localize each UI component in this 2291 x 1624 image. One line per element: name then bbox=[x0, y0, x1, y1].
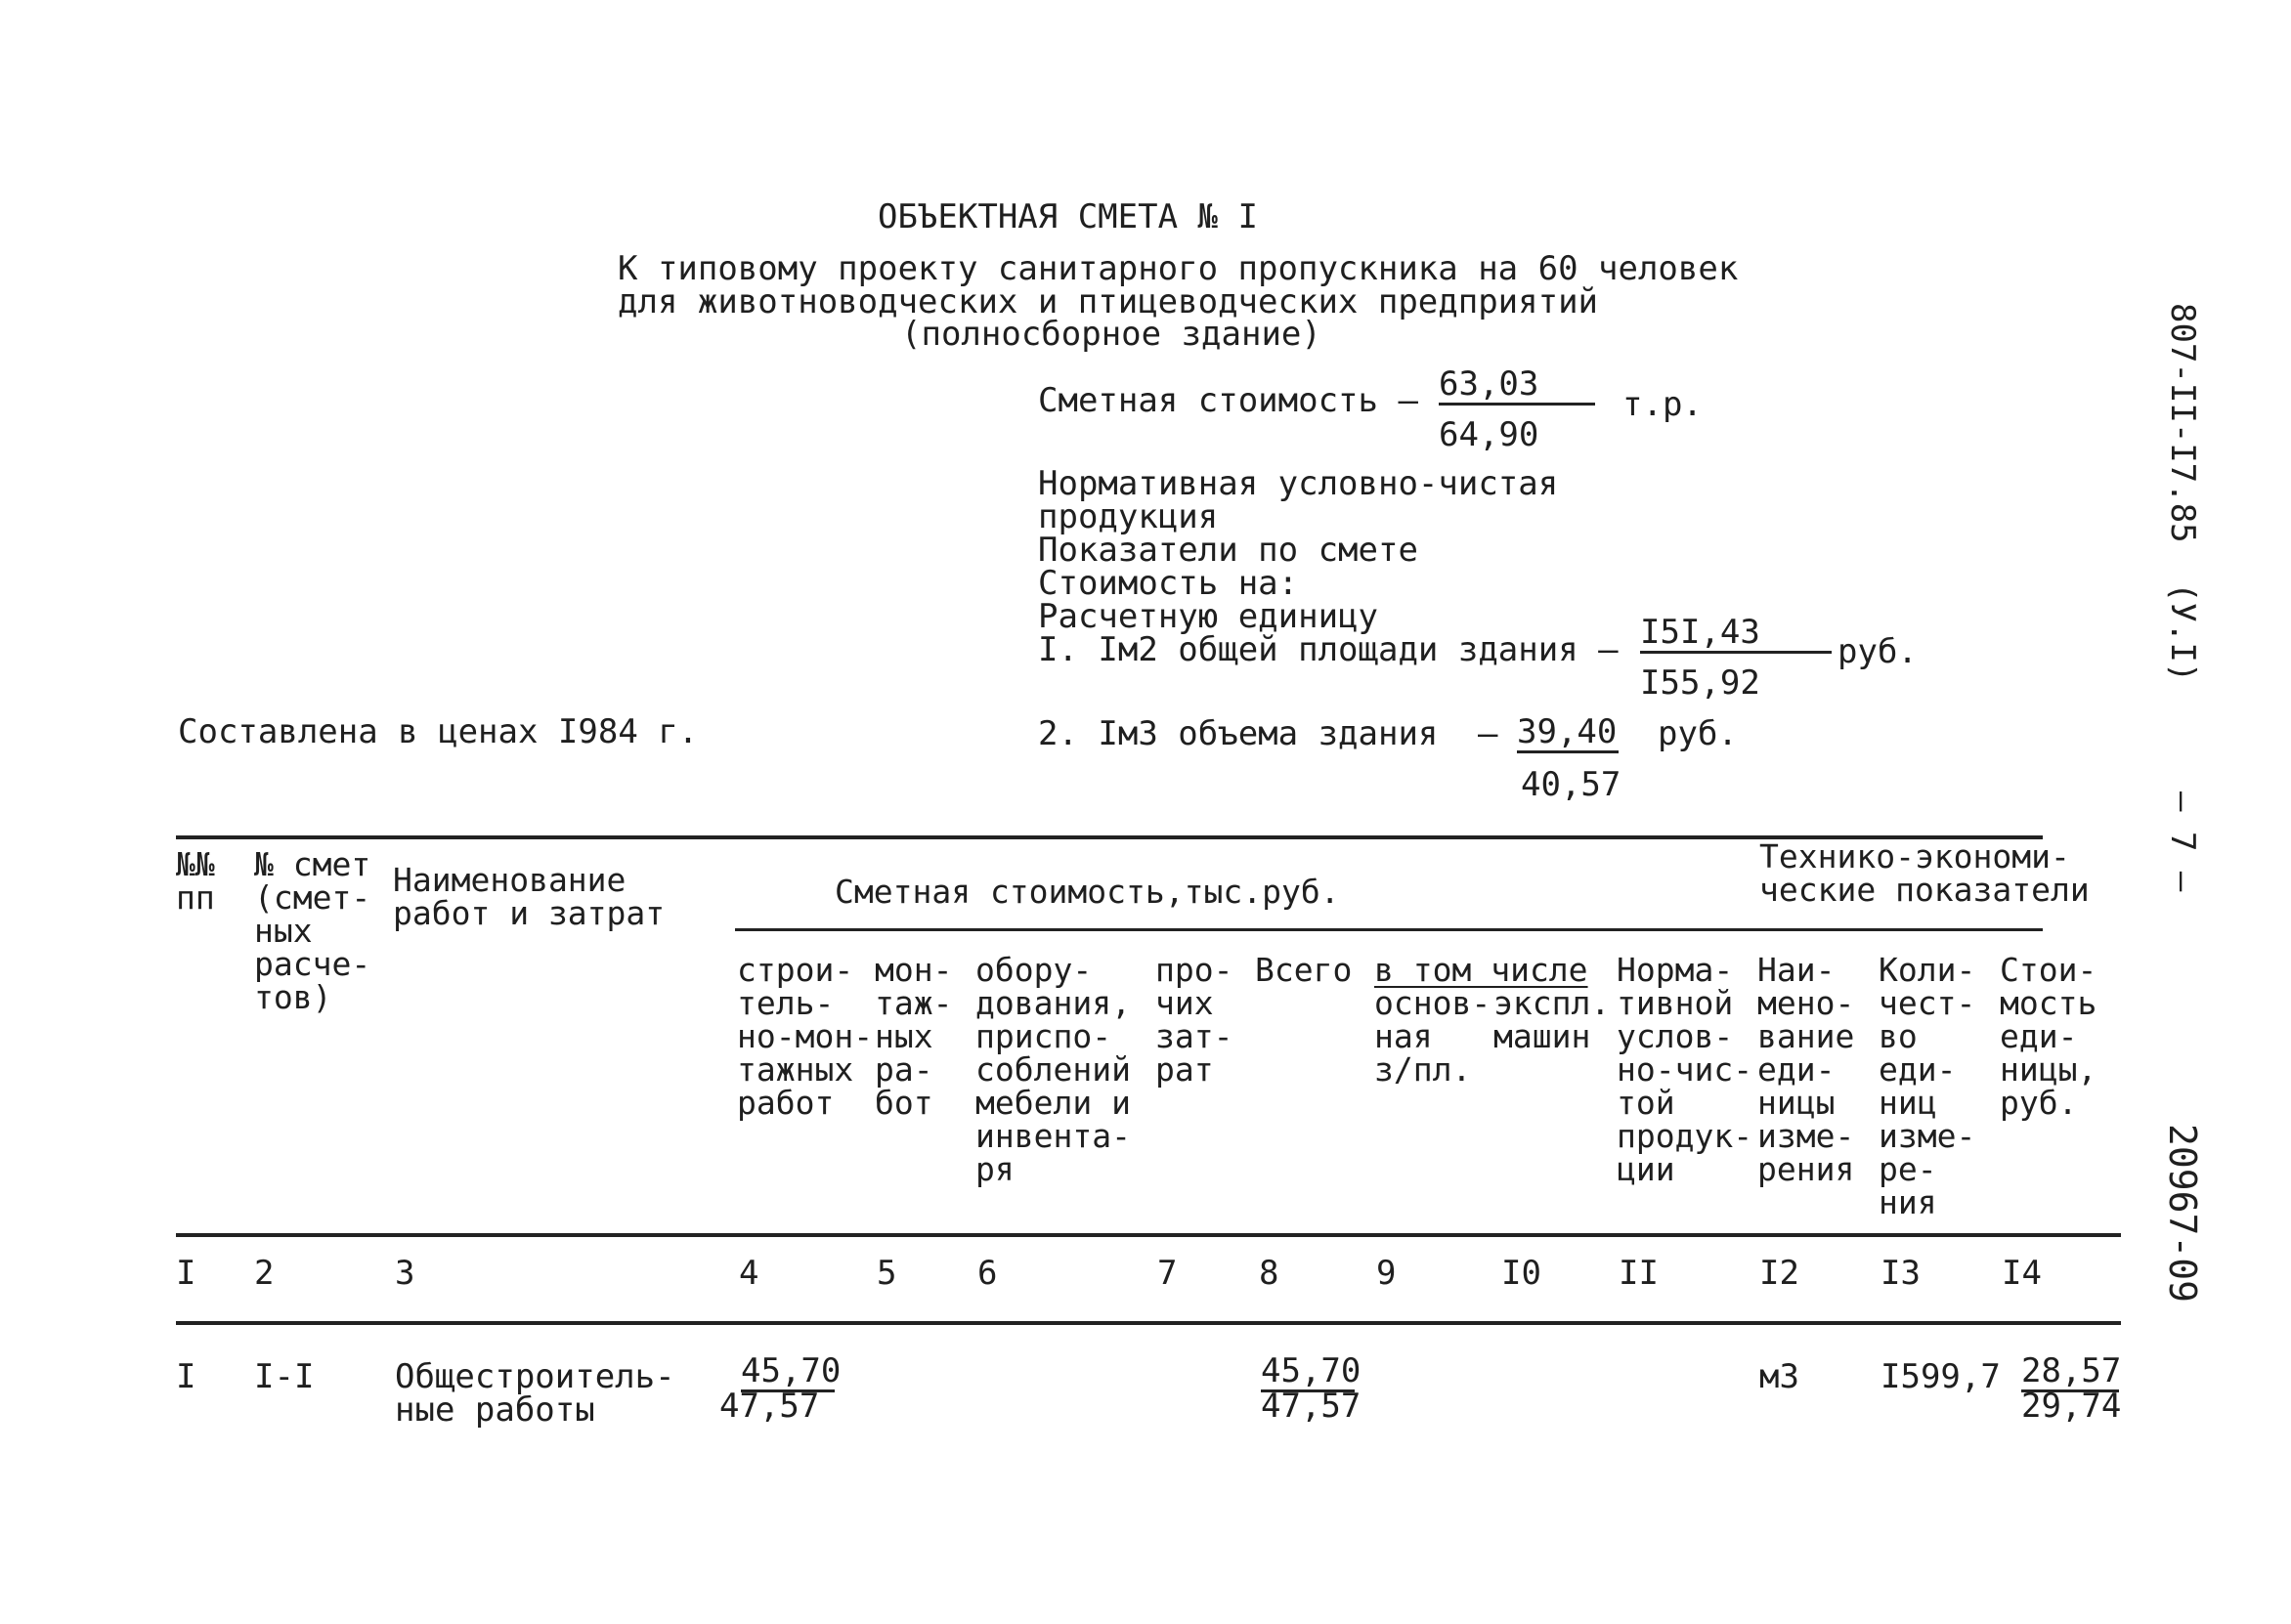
header-col8: Всего bbox=[1255, 951, 1353, 989]
column-number: I0 bbox=[1501, 1254, 1541, 1293]
row-number: I bbox=[176, 1357, 196, 1396]
side-page-number: – 7 – bbox=[2163, 791, 2202, 892]
item1-top: I5I,43 bbox=[1640, 616, 1832, 654]
row-work-name: Общестроитель- ные работы bbox=[395, 1357, 675, 1430]
item2-unit: руб. bbox=[1658, 714, 1738, 753]
header-col3: Наименование работ и затрат bbox=[393, 861, 666, 932]
column-number: 3 bbox=[395, 1254, 415, 1293]
row-unit: м3 bbox=[1759, 1357, 1799, 1396]
side-document-number: 20967-09 bbox=[2161, 1124, 2204, 1303]
row-construction-bottom: 47,57 bbox=[719, 1387, 820, 1426]
row-quantity: I599,7 bbox=[1880, 1357, 2001, 1396]
header-col6: обору- дования, приспо- соблений мебели и инвента- ря bbox=[975, 951, 1131, 1188]
header-col1: №№ пп bbox=[176, 845, 215, 917]
column-number: 7 bbox=[1157, 1254, 1178, 1293]
item2-bottom: 40,57 bbox=[1521, 765, 1621, 804]
table-numbers-rule bbox=[176, 1321, 2121, 1325]
column-number: I4 bbox=[2002, 1254, 2042, 1293]
header-tech-group: Технико-экономи- ческие показатели bbox=[1759, 837, 2090, 909]
row-total-top: 45,70 bbox=[1261, 1351, 1362, 1390]
header-col11: Норма- тивной услов- но-чис- той продук- ции bbox=[1617, 951, 1753, 1188]
column-number: II bbox=[1619, 1254, 1659, 1293]
normative-line-2: продукция bbox=[1038, 497, 1219, 536]
estimate-cost-unit: т.р. bbox=[1622, 385, 1703, 424]
title-project-line: К типовому проекту санитарного пропускника на 60 человек bbox=[618, 249, 1739, 288]
header-col5: мон- таж- ных ра- бот bbox=[875, 951, 953, 1122]
table-group-rule bbox=[735, 928, 2043, 931]
header-col9-10-group: в том числе bbox=[1374, 951, 1588, 989]
column-number: 5 bbox=[877, 1254, 897, 1293]
item1-bottom: I55,92 bbox=[1640, 663, 1760, 703]
item1-label: I. Iм2 общей площади здания – bbox=[1038, 630, 1619, 669]
indicators-label: Показатели по смете bbox=[1038, 531, 1418, 570]
title-building-type: (полносборное здание) bbox=[901, 315, 1321, 354]
unit-label: Расчетную единицу bbox=[1038, 597, 1378, 636]
item1-unit: руб. bbox=[1837, 632, 1918, 671]
header-col7: про- чих зат- рат bbox=[1155, 951, 1233, 1089]
side-volume: (У.I) bbox=[2163, 582, 2202, 683]
header-col4: строи- тель- но-мон- тажных работ bbox=[737, 951, 874, 1122]
table-header-bottom-rule bbox=[176, 1233, 2121, 1237]
column-number: 6 bbox=[977, 1254, 998, 1293]
header-col9: основ- ная з/пл. bbox=[1374, 984, 1491, 1089]
row-unit-cost-bottom: 29,74 bbox=[2021, 1387, 2122, 1426]
row-total-bottom: 47,57 bbox=[1261, 1387, 1362, 1426]
header-col13: Коли- чест- во еди- ниц изме- ре- ния bbox=[1879, 951, 1976, 1221]
document-title: ОБЪЕКТНАЯ СМЕТА № I bbox=[878, 197, 1258, 236]
estimate-cost-top: 63,03 bbox=[1439, 367, 1595, 406]
item2-top: 39,40 bbox=[1517, 712, 1618, 751]
cost-on-label: Стоимость на: bbox=[1038, 564, 1299, 603]
column-number: 9 bbox=[1376, 1254, 1397, 1293]
column-number: I3 bbox=[1880, 1254, 1921, 1293]
header-col10: экспл. машин bbox=[1493, 984, 1611, 1055]
item2-label: 2. Iм3 объема здания bbox=[1038, 714, 1439, 753]
header-cost-group: Сметная стоимость,тыс.руб. bbox=[835, 873, 1340, 911]
normative-line-1: Нормативная условно-чистая bbox=[1038, 464, 1559, 503]
column-number: 2 bbox=[254, 1254, 275, 1293]
column-number: I2 bbox=[1759, 1254, 1799, 1293]
column-number: 8 bbox=[1259, 1254, 1279, 1293]
side-code: 807-II-I7.85 bbox=[2163, 303, 2202, 543]
column-number: 4 bbox=[739, 1254, 759, 1293]
prices-note: Составлена в ценах I984 г. bbox=[178, 712, 699, 751]
estimate-cost-label: Сметная стоимость – bbox=[1038, 381, 1418, 420]
row-unit-cost-top: 28,57 bbox=[2021, 1351, 2122, 1390]
header-col12: Наи- мено- вание еди- ницы изме- рения bbox=[1757, 951, 1855, 1188]
header-col2: № смет (смет- ных расче- тов) bbox=[254, 845, 371, 1016]
item2-dash: – bbox=[1478, 714, 1498, 753]
title-purpose-line: для животноводческих и птицеводческих предприятий bbox=[618, 282, 1599, 321]
row-construction-top: 45,70 bbox=[741, 1351, 842, 1390]
row-estimate-ref: I-I bbox=[254, 1357, 315, 1396]
column-number: I bbox=[176, 1254, 196, 1293]
estimate-cost-bottom: 64,90 bbox=[1439, 415, 1539, 454]
header-col14: Стои- мость еди- ницы, руб. bbox=[2000, 951, 2097, 1122]
